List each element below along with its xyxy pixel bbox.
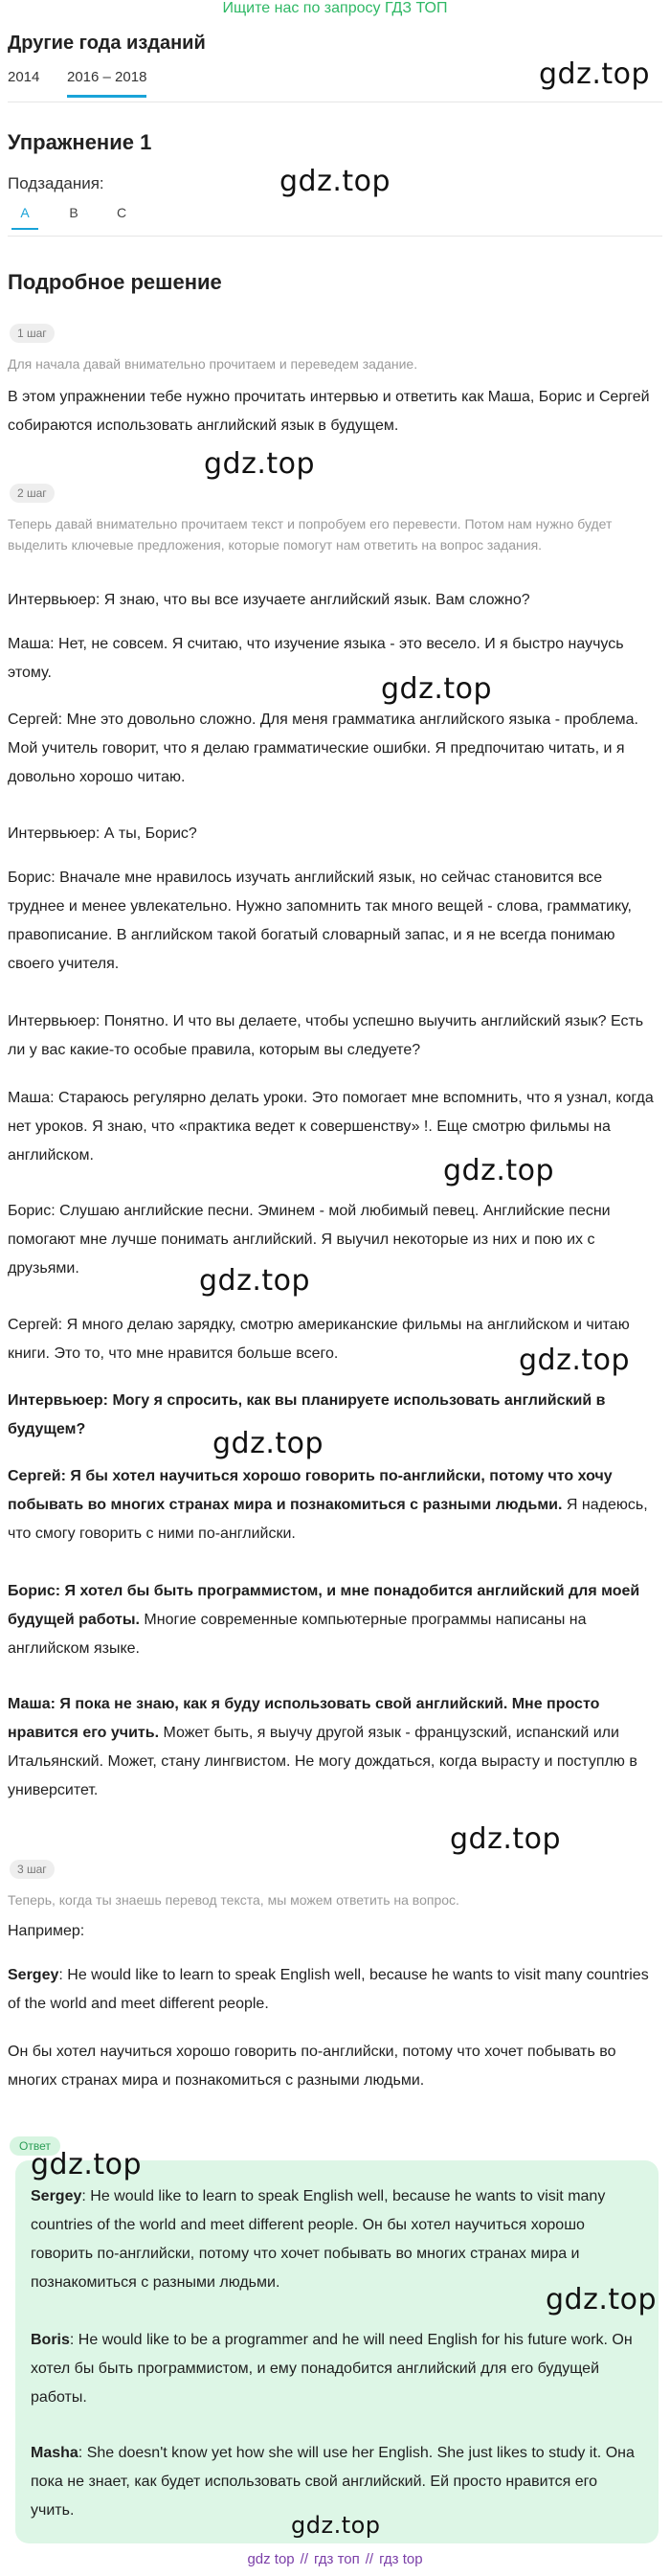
speaker-name: Sergey — [8, 1967, 59, 1983]
example-ru: Он бы хотел научиться хорошо говорить по-английски, потому что хочет побывать во многих странах мира и познакомиться с разными людьми. — [8, 2044, 616, 2089]
paragraph: Борис: Вначале мне нравилось изучать английский язык, но сейчас становится все труднее и менее увлекательно. Нужно запомнить так много вещей - слова, грамматику, правописание. В английском такой богатый словарный запас, и я не всегда понимаю своего учителя. — [8, 870, 632, 972]
step-badge: 3 шаг — [10, 1860, 55, 1879]
footer-link-gdz-top-mixed[interactable]: гдз top — [379, 2551, 423, 2567]
footer-separator: // — [365, 2551, 374, 2567]
paragraph-rest: Многие современные компьютерные программы написаны на английском языке. — [8, 1612, 587, 1657]
year-tab-2014[interactable]: 2014 — [8, 69, 40, 85]
example-en-text: : He would like to learn to speak English well, because he wants to visit many countries of the world and meet different people. — [8, 1967, 649, 2012]
paragraph: Интервьюер: Могу я спросить, как вы планируете использовать английский в будущем? — [8, 1392, 606, 1437]
watermark: gdz.top — [291, 2512, 381, 2539]
watermark: gdz.top — [450, 1822, 562, 1856]
watermark: gdz.top — [546, 2283, 658, 2316]
watermark: gdz.top — [539, 57, 651, 91]
search-hint-banner: Ищите нас по запросу ГДЗ ТОП — [222, 0, 448, 16]
paragraph: Сергей: Я много делаю зарядку, смотрю американские фильмы на английском и читаю книги. Это то, что мне нравится больше всего. — [8, 1317, 630, 1362]
watermark: gdz.top — [279, 165, 391, 198]
answer-badge: Ответ — [10, 2136, 60, 2156]
paragraph — [8, 1577, 662, 1663]
paragraph: Маша: Стараюсь регулярно делать уроки. Это помогает мне вспомнить, что я узнал, когда нет уроков. Я знаю, что «практика ведет к совершенству» !. Еще смотрю фильмы на английском. — [8, 1090, 654, 1164]
answer-text: : He would like to learn to speak English well, because he wants to visit many countries of the world and meet different people. Он бы хотел научиться хорошо говорить по-английски, потому что хочет побывать во многих странах мира и познакомиться с разными людьми. — [31, 2188, 606, 2291]
step-badge: 2 шаг — [10, 484, 55, 503]
paragraph: Интервьюер: А ты, Борис? — [8, 825, 197, 842]
paragraph-rest: Я надеюсь, что смогу говорить с ними по-английски. — [8, 1497, 648, 1542]
watermark: gdz.top — [31, 2148, 143, 2181]
paragraph: Борис: Слушаю английские песни. Эминем - мой любимый певец. Английские песни помогают мне лучше понимать английский. Я выучил некоторые из них и пою их с друзьями. — [8, 1203, 611, 1277]
footer-link-gdz-top[interactable]: gdz top — [247, 2551, 295, 2567]
speaker-name: Sergey — [31, 2188, 82, 2204]
subtasks-label: Подзадания: — [8, 174, 104, 192]
speaker-name: Masha — [31, 2445, 78, 2461]
paragraph: Интервьюер: Я знаю, что вы все изучаете английский язык. Вам сложно? — [8, 592, 530, 608]
footer-link-gdz-top-ru[interactable]: гдз топ — [314, 2551, 360, 2567]
solution-title: Подробное решение — [8, 270, 222, 294]
paragraph: Сергей: Мне это довольно сложно. Для меня грамматика английского языка - проблема. Мой учитель говорит, что я делаю грамматические ошибки. Я предпочитаю читать, и я довольно хорошо читаю. — [8, 712, 638, 785]
paragraph: Интервьюер: Понятно. И что вы делаете, чтобы успешно выучить английский язык? Есть ли у вас какие-то особые правила, которым вы следуете? — [8, 1013, 644, 1058]
watermark: gdz.top — [443, 1154, 555, 1187]
example-en — [8, 1961, 662, 2019]
paragraph-rest: Может быть, я выучу другой язык - французский, испанский или Итальянский. Может, стану лингвистом. Не могу дождаться, когда вырасту и поступлю в университет. — [8, 1725, 637, 1798]
speaker-name: Boris — [31, 2332, 70, 2348]
divider — [8, 236, 662, 237]
paragraph: Маша: Нет, не совсем. Я считаю, что изучение языка - это весело. И я быстро научусь этому. — [8, 636, 624, 681]
paragraph — [8, 1690, 662, 1805]
paragraph-bold: Сергей: Я бы хотел научиться хорошо говорить по-английски, потому что хочу побывать во многих странах мира и познакомиться с разными людьми. — [8, 1468, 613, 1513]
footer-links — [0, 2551, 670, 2567]
paragraph-bold: Маша: Я пока не знаю, как я буду использовать свой английский. Мне просто нравится его учить. — [8, 1696, 600, 1741]
year-tab-2016-2018[interactable]: 2016 – 2018 — [67, 69, 146, 98]
subtask-tab-b[interactable]: B — [69, 205, 78, 220]
other-years-title: Другие года изданий — [8, 33, 206, 54]
footer-separator: // — [300, 2551, 308, 2567]
watermark: gdz.top — [381, 672, 493, 706]
answer-text: : He would like to be a programmer and he will need English for his future work. Он хотел бы быть программистом, и ему понадобится английский для его будущей работы. — [31, 2332, 633, 2406]
answer-text: : She doesn't know yet how she will use her English. She just likes to study it. Она пока не знает, как будет использовать свой английский. Ей просто нравится его учить. — [31, 2445, 635, 2519]
answer-item — [31, 2326, 643, 2412]
step-hint: Для начала давай внимательно прочитаем и переведем задание. — [8, 356, 418, 372]
step-badge: 1 шаг — [10, 324, 55, 343]
watermark: gdz.top — [519, 1344, 631, 1377]
subtask-tab-a[interactable]: A — [11, 205, 38, 230]
watermark: gdz.top — [199, 1264, 311, 1298]
step-hint: Теперь, когда ты знаешь перевод текста, мы можем ответить на вопрос. — [8, 1892, 459, 1908]
example-label: Например: — [8, 1923, 85, 1939]
step-text: В этом упражнении тебе нужно прочитать интервью и ответить как Маша, Борис и Сергей собираются использовать английский язык в будущем. — [8, 389, 650, 434]
step-hint: Теперь давай внимательно прочитаем текст и попробуем его перевести. Потом нам нужно будет выделить ключевые предложения, которые помогут нам ответить на вопрос задания. — [8, 516, 613, 553]
answer-item — [31, 2182, 643, 2297]
subtask-tab-c[interactable]: C — [116, 205, 127, 220]
exercise-title: Упражнение 1 — [8, 130, 152, 154]
paragraph-bold: Борис: Я хотел бы быть программистом, и мне понадобится английский для моей будущей работы. — [8, 1583, 640, 1628]
watermark: gdz.top — [204, 447, 316, 481]
paragraph — [8, 1462, 662, 1548]
watermark: gdz.top — [212, 1427, 324, 1460]
